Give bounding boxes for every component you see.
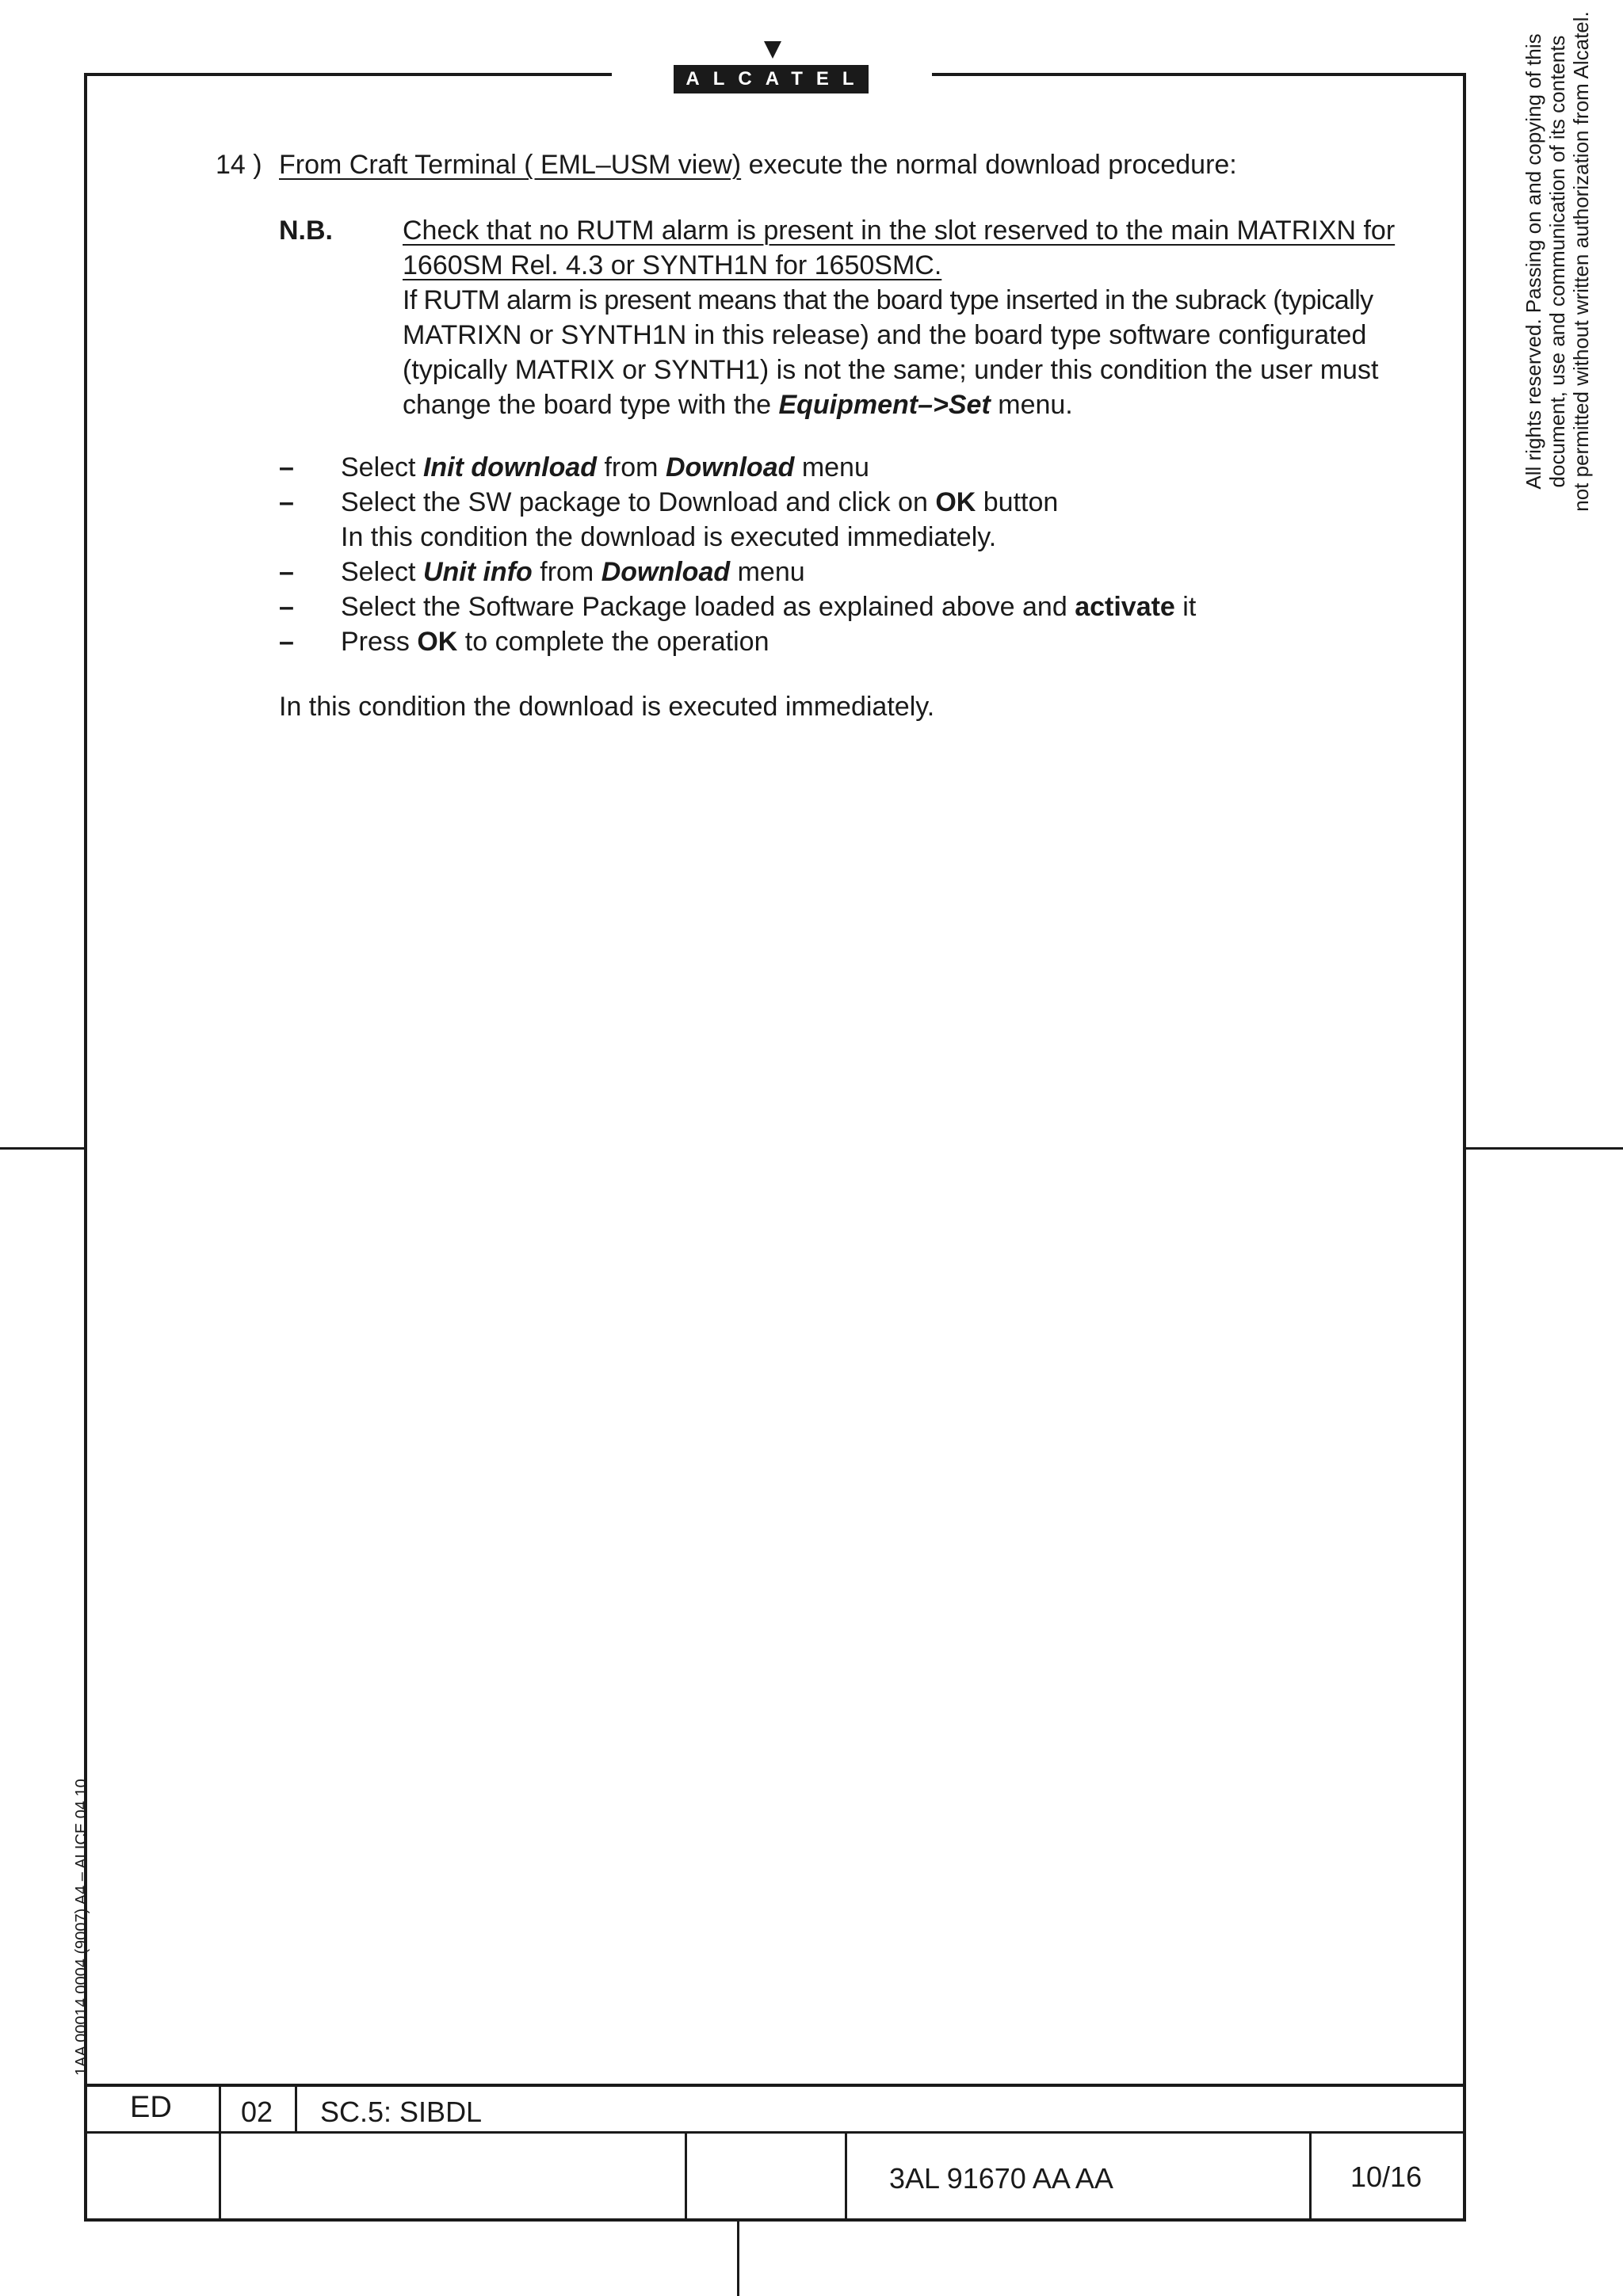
- step-1-text-c: from: [597, 452, 666, 482]
- download-menu-ref-2: Download: [601, 557, 731, 587]
- note-line-6: [403, 387, 1073, 422]
- bottom-center-mark: [737, 2222, 739, 2296]
- note-line-4: MATRIXN or SYNTH1N in this release) and the board type software configurated: [403, 320, 1367, 350]
- step-item-4: [341, 589, 1196, 624]
- note-line-5: (typically MATRIX or SYNTH1) is not the same; under this condition the user must: [403, 355, 1379, 385]
- edition-value: 02: [241, 2096, 273, 2128]
- rights-notice: [1522, 0, 1593, 539]
- footer-col-5: [1309, 2131, 1312, 2222]
- step-3-text-c: from: [532, 557, 601, 587]
- fold-mark-right: [1466, 1147, 1623, 1150]
- footer-col-1: [219, 2084, 221, 2222]
- step-4-text-c: it: [1174, 592, 1197, 622]
- step-dash-1: –: [279, 452, 294, 482]
- equipment-set-menu-ref: Equipment–>Set: [778, 390, 991, 420]
- download-menu-ref: Download: [665, 452, 795, 482]
- step-5-text-c: to complete the operation: [457, 627, 769, 657]
- frame-bottom: [84, 2218, 1466, 2222]
- fold-mark-left: [0, 1147, 84, 1150]
- document-number: 3AL 91670 AA AA: [889, 2162, 1113, 2195]
- init-download-ref: Init download: [422, 452, 598, 482]
- step-4-text-a: Select the Software Package loaded as explained above and: [341, 592, 1075, 622]
- step-item-1: [341, 450, 869, 485]
- ok-button-ref: OK: [935, 487, 976, 517]
- edition-label: ED: [130, 2091, 172, 2124]
- step-dash-3: –: [279, 557, 294, 587]
- step-title: From Craft Terminal ( EML–USM view): [279, 150, 742, 180]
- footer-top-border: [84, 2084, 1466, 2087]
- page-number: 10/16: [1350, 2161, 1423, 2193]
- footer-col-3: [685, 2131, 687, 2222]
- step-5-text-a: Press: [341, 627, 418, 657]
- step-dash-2: –: [279, 487, 294, 517]
- frame-top-right: [932, 73, 1466, 76]
- rights-notice-line-1: All rights reserved. Passing on and copying of this: [1522, 33, 1545, 490]
- form-code: 1AA 00014 0004 (9007) A4 – ALICE 04.10: [73, 1779, 90, 2076]
- step-number: 14 ): [216, 150, 262, 180]
- step-dash-5: –: [279, 627, 294, 657]
- step-1-text-a: Select: [341, 452, 423, 482]
- step-item-2-sub: In this condition the download is executed immediately.: [341, 522, 997, 552]
- step-1-text-e: menu: [794, 452, 869, 482]
- note-line-6-c: menu.: [990, 390, 1073, 420]
- conclusion-text: In this condition the download is executed immediately.: [279, 692, 935, 722]
- note-label: N.B.: [279, 215, 333, 246]
- section-code: SC.5: SIBDL: [320, 2096, 483, 2128]
- frame-top-left: [84, 73, 612, 76]
- step-2-text-a: Select the SW package to Download and click on: [341, 487, 936, 517]
- rights-notice-line-2: document, use and communication of its contents: [1545, 35, 1569, 488]
- alcatel-logo-triangle-icon: [764, 41, 781, 59]
- step-3-text-e: menu: [730, 557, 805, 587]
- step-dash-4: –: [279, 592, 294, 622]
- note-line-2: 1660SM Rel. 4.3 or SYNTH1N for 1650SMC.: [403, 250, 942, 280]
- footer-mid-border: [84, 2131, 1466, 2134]
- step-3-text-a: Select: [341, 557, 423, 587]
- step-item-5: [341, 624, 769, 659]
- step-title-rest: execute the normal download procedure:: [741, 150, 1237, 180]
- footer-col-2: [295, 2084, 297, 2133]
- note-line-1: Check that no RUTM alarm is present in the slot reserved to the main MATRIXN for: [403, 215, 1396, 246]
- step-item-3: [341, 555, 805, 589]
- activate-ref: activate: [1075, 592, 1175, 622]
- step-2-text-c: button: [976, 487, 1059, 517]
- note-line-3: If RUTM alarm is present means that the board type inserted in the subrack (typically: [403, 285, 1373, 315]
- footer-col-4: [845, 2131, 847, 2222]
- rights-notice-line-3: not permitted without written authorization from Alcatel.: [1569, 11, 1593, 512]
- step-item-2: [341, 485, 1058, 520]
- ok-ref: OK: [417, 627, 458, 657]
- note-line-6-a: change the board type with the: [403, 390, 779, 420]
- unit-info-ref: Unit info: [422, 557, 533, 587]
- alcatel-logo: ALCATEL: [674, 65, 869, 93]
- step-heading: [279, 147, 1237, 182]
